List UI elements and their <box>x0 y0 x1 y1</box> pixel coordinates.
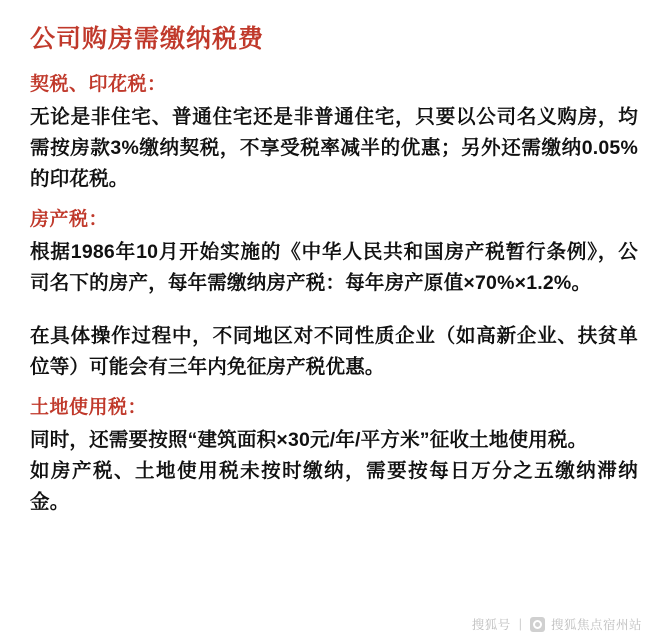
section-paragraph: 同时，还需要按照“建筑面积×30元/年/平方米”征收土地使用税。 <box>30 429 588 451</box>
section-property-tax <box>24 205 638 383</box>
watermark-account-name: 搜狐焦点宿州站 <box>550 618 642 632</box>
page-title: 公司购房需缴纳税费 <box>30 25 265 53</box>
section-deed-stamp-tax <box>24 70 638 195</box>
section-land-use-tax <box>24 393 638 518</box>
section-heading: 土地使用税： <box>30 397 148 418</box>
watermark-separator: | <box>518 617 522 631</box>
sohu-logo-icon <box>530 617 545 632</box>
section-paragraph: 在具体操作过程中，不同地区对不同性质企业（如高新企业、扶贫单位等）可能会有三年内免征房产税优惠。 <box>30 325 638 378</box>
section-paragraph: 无论是非住宅、普通住宅还是非普通住宅，只要以公司名义购房，均需按房款3%缴纳契税，不享受税率减半的优惠；另外还需缴纳0.05%的印花税。 <box>30 106 638 190</box>
watermark <box>472 615 642 633</box>
section-heading: 契税、印花税： <box>30 74 167 95</box>
watermark-account-label: 搜狐号 <box>471 618 511 632</box>
section-paragraph: 如房产税、土地使用税未按时缴纳，需要按每日万分之五缴纳滞纳金。 <box>30 460 638 513</box>
section-heading: 房产税： <box>30 209 109 230</box>
section-paragraph: 根据1986年10月开始实施的《中华人民共和国房产税暂行条例》，公司名下的房产，每年需缴纳房产税：每年房产原值×70%×1.2%。 <box>30 241 638 294</box>
